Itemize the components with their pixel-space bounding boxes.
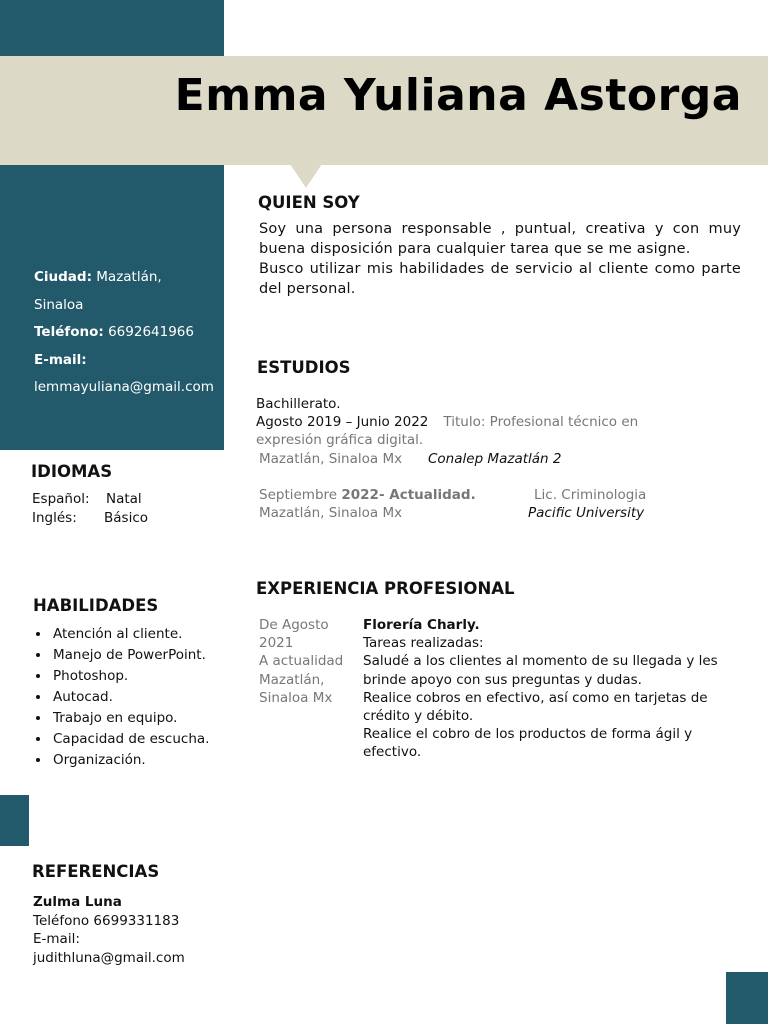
decorative-block-right xyxy=(726,972,768,1024)
period-line: A actualidad xyxy=(259,653,344,670)
estudio-degree: Lic. Criminologia xyxy=(534,487,647,503)
tasks-label: Tareas realizadas: xyxy=(363,635,484,652)
language-level: Natal xyxy=(106,491,142,507)
estudio-school: Conalep Mazatlán 2 xyxy=(428,451,562,467)
experiencia-period xyxy=(259,616,343,707)
estudio-level: Bachillerato. xyxy=(256,396,341,412)
skill-item: • Organización. xyxy=(51,750,223,771)
about-line: Soy una persona responsable , puntual, creativa y con muy buena disposición para cualquier tarea que se me asigne. xyxy=(259,221,741,257)
referencia-phone: Teléfono 6699331183 xyxy=(33,912,180,929)
task-item: Realice cobros en efectivo, así como en tarjetas de crédito y débito. xyxy=(363,689,708,725)
period-line: Mazatlán, xyxy=(259,671,325,688)
skill-item: • Manejo de PowerPoint. xyxy=(51,645,223,666)
city-value: Mazatlán, Sinaloa xyxy=(34,269,162,313)
idiomas-title: IDIOMAS xyxy=(31,462,113,481)
skill-item: • Capacidad de escucha. xyxy=(51,729,223,750)
estudio-dates-bold: 2022- Actualidad. xyxy=(341,487,476,503)
task-item: Realice el cobro de los productos de forma ágil y efectivo. xyxy=(363,726,693,761)
estudio-dates-prefix: Septiembre xyxy=(259,487,342,503)
estudio-dates: Agosto 2019 – Junio 2022 xyxy=(256,414,429,430)
company-name: Florería Charly. xyxy=(363,617,480,633)
decorative-block-left xyxy=(0,795,29,846)
experiencia-details xyxy=(363,616,723,762)
habilidades-list xyxy=(33,624,223,771)
candidate-name: Emma Yuliana Astorga xyxy=(174,70,742,121)
skill-item: • Trabajo en equipo. xyxy=(51,708,223,729)
estudio-title: Titulo: Profesional técnico en expresión gráfica digital. xyxy=(256,414,639,448)
quien-soy-title: QUIEN SOY xyxy=(258,193,360,212)
estudio-location: Mazatlán, Sinaloa Mx xyxy=(259,505,403,521)
period-line: De Agosto xyxy=(259,617,329,633)
skill-item: • Atención al cliente. xyxy=(51,624,223,645)
idiomas-list xyxy=(32,490,148,527)
language-row xyxy=(32,490,148,509)
estudio-2-dates xyxy=(259,486,476,504)
language-name: Inglés: xyxy=(32,509,77,526)
referencia-email: judithluna@gmail.com xyxy=(33,949,185,966)
quien-soy-text xyxy=(259,219,741,299)
habilidades-title: HABILIDADES xyxy=(33,596,159,615)
referencia-name: Zulma Luna xyxy=(33,894,122,910)
period-line: Sinaloa Mx xyxy=(259,689,333,706)
estudios-title: ESTUDIOS xyxy=(257,358,351,377)
language-level: Básico xyxy=(104,509,149,526)
experiencia-title: EXPERIENCIA PROFESIONAL xyxy=(256,579,515,598)
referencia-entry xyxy=(33,893,185,967)
language-name: Español: xyxy=(32,491,90,507)
estudio-school: Pacific University xyxy=(528,505,645,521)
referencias-title: REFERENCIAS xyxy=(32,862,160,881)
contact-info xyxy=(34,264,214,402)
skill-item: • Photoshop. xyxy=(51,666,223,687)
task-item: Saludé a los clientes al momento de su llegada y les brinde apoyo con sus preguntas y dudas. xyxy=(363,653,718,688)
about-line: Busco utilizar mis habilidades de servicio al cliente como parte del personal. xyxy=(259,261,741,297)
skill-item: • Autocad. xyxy=(51,687,223,708)
sidebar-top-block xyxy=(0,0,224,56)
email-value: lemmayuliana@gmail.com xyxy=(34,379,214,395)
email-label: E-mail: xyxy=(34,351,87,368)
language-row xyxy=(32,509,148,528)
period-line: 2021 xyxy=(259,635,294,652)
phone-value: 6692641966 xyxy=(108,324,194,340)
city-label: Ciudad: xyxy=(34,269,92,285)
estudio-location: Mazatlán, Sinaloa Mx xyxy=(259,451,403,467)
phone-label: Teléfono: xyxy=(34,324,104,340)
referencia-email-label: E-mail: xyxy=(33,931,80,947)
estudio-1-details xyxy=(256,413,704,449)
banner-notch xyxy=(290,164,322,188)
